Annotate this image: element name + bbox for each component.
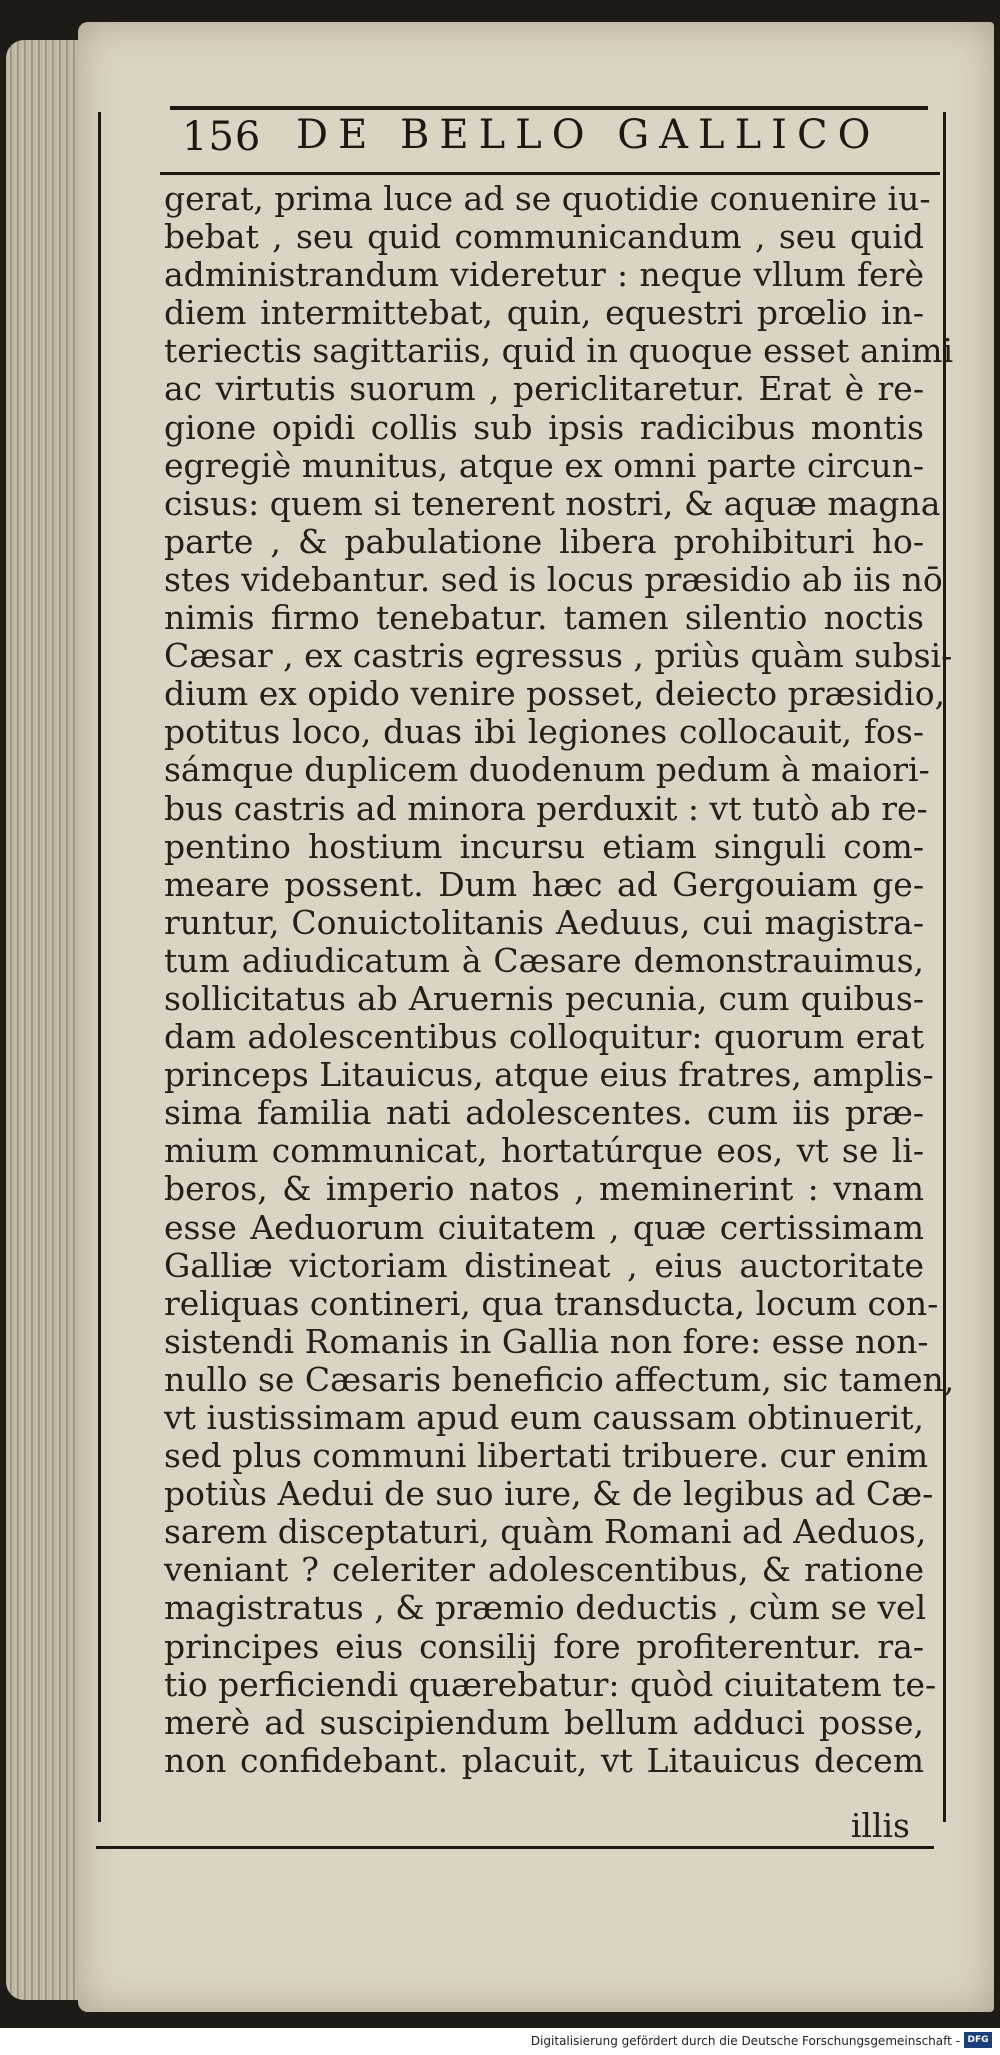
text-line: mium communicat, hortatúrque eos, vt se li-: [164, 1131, 924, 1171]
text-line: gione opidi collis sub ipsis radicibus montis: [164, 407, 924, 447]
text-line: cisus: quem si tenerent nostri, & aquæ magna: [164, 483, 941, 523]
text-line: Galliæ victoriam distineat , eius auctoritate: [164, 1245, 924, 1285]
text-line: reliquas contineri, qua transducta, locum con-: [164, 1283, 939, 1323]
body-text: [164, 179, 955, 1780]
dfg-logo: DFG: [964, 2032, 992, 2048]
text-line: sámque duplicem duodenum pedum à maiori-: [164, 750, 930, 790]
footer-credit: Digitalisierung gefördert durch die Deutsche Forschungsgemeinschaft -: [530, 2034, 960, 2048]
header-top-rule: [170, 106, 928, 110]
text-line: Cæsar , ex castris egressus , priùs quàm subsi-: [164, 636, 953, 676]
text-line: princeps Litauicus, atque eius fratres, amplis-: [164, 1055, 934, 1095]
text-line: beros, & imperio natos , meminerint : vnam: [164, 1169, 924, 1209]
text-line: tio perficiendi quærebatur: quòd ciuitatem te-: [164, 1664, 937, 1704]
text-line: administrandum videretur : neque vllum ferè: [164, 255, 924, 295]
text-line: nullo se Cæsaris beneficio affectum, sic tamen,: [164, 1359, 955, 1399]
text-line: merè ad suscipiendum bellum adduci posse,: [164, 1702, 924, 1742]
text-line: parte , & pabulatione libera prohibituri ho-: [164, 521, 924, 561]
text-line: dam adolescentibus colloquitur: quorum erat: [164, 1017, 924, 1057]
text-line: sed plus communi libertati tribuere. cur enim: [164, 1436, 929, 1476]
text-line: veniant ? celeriter adolescentibus, & ratione: [164, 1550, 924, 1590]
running-title: DE BELLO GALLICO: [296, 112, 881, 158]
text-line: pentino hostium incursu etiam singuli com-: [164, 826, 924, 866]
text-line: egregiè munitus, atque ex omni parte circun-: [164, 445, 924, 485]
text-line: non confidebant. placuit, vt Litauicus decem: [164, 1740, 924, 1780]
text-line: sollicitatus ab Aruernis pecunia, cum quibus-: [164, 978, 924, 1018]
text-line: stes videbantur. sed is locus præsidio ab iis nō: [164, 559, 943, 599]
text-line: bebat , seu quid communicandum , seu quid: [164, 217, 924, 257]
text-line: potitus loco, duas ibi legiones collocauit, fos-: [164, 712, 924, 752]
text-line: bus castris ad minora perduxit : vt tutò ab re-: [164, 788, 928, 828]
text-line: sima familia nati adolescentes. cum iis præ-: [164, 1093, 924, 1133]
text-line: runtur, Conuictolitanis Aeduus, cui magistra-: [164, 902, 924, 942]
text-line: gerat, prima luce ad se quotidie conuenire iu-: [164, 179, 931, 218]
text-line: tum adiudicatum à Cæsare demonstrauimus,: [164, 940, 924, 980]
text-line: diem intermittebat, quin, equestri prœlio in-: [164, 293, 924, 333]
text-line: nimis firmo tenebatur. tamen silentio noctis: [164, 598, 924, 638]
text-line: ac virtutis suorum , periclitaretur. Erat è re-: [164, 369, 924, 409]
text-line: esse Aeduorum ciuitatem , quæ certissimam: [164, 1207, 924, 1247]
text-line: magistratus , & præmio deductis , cùm se vel: [164, 1588, 927, 1628]
page-number: 156: [182, 114, 262, 160]
text-line: teriectis sagittariis, quid in quoque esset animi: [164, 331, 954, 371]
text-line: sistendi Romanis in Gallia non fore: esse non-: [164, 1321, 929, 1361]
header-bottom-rule: [160, 172, 940, 175]
catchword: illis: [850, 1806, 910, 1845]
text-line: potiùs Aedui de suo iure, & de legibus ad Cæ-: [164, 1474, 934, 1514]
text-line: principes eius consilij fore profiterentur. ra-: [164, 1626, 924, 1666]
footer-rule: [96, 1846, 934, 1849]
text-line: vt iustissimam apud eum caussam obtinuerit,: [164, 1398, 925, 1437]
text-line: meare possent. Dum hæc ad Gergouiam ge-: [164, 864, 924, 904]
text-line: sarem disceptaturi, quàm Romani ad Aeduos,: [164, 1512, 927, 1552]
text-line: dium ex opido venire posset, deiecto præsidio,: [164, 674, 946, 714]
